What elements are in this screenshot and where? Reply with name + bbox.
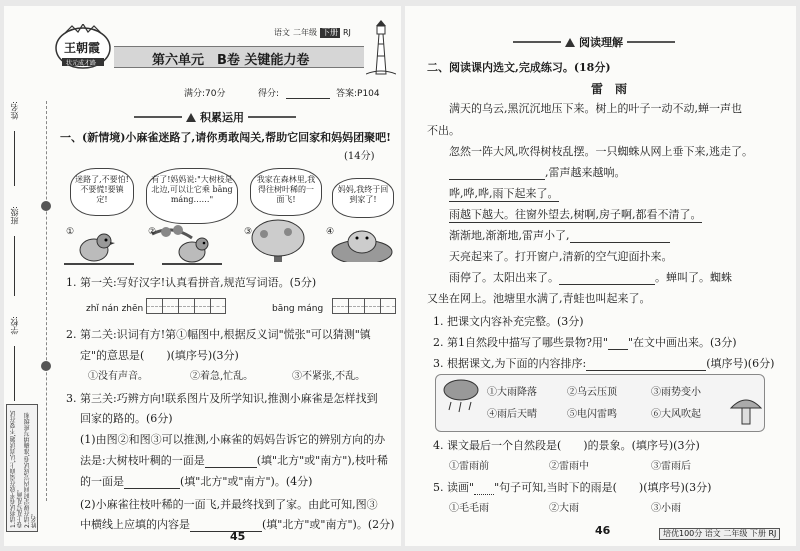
- section-title-accumulate: 积累运用: [200, 111, 244, 124]
- tab-edition: RJ: [343, 28, 351, 37]
- tip-2: 2.请在规定时间内完成试卷,准确填写班级和姓名。: [24, 412, 38, 528]
- tab-volume: 下册: [322, 28, 338, 37]
- class-label: 班级:: [10, 206, 19, 225]
- para-8-text: 雨停了。太阳出来了。: [449, 271, 559, 284]
- bubble-2: 有了!妈妈说:"大树枝是北边,可以让它乘 bāng máng……": [146, 168, 238, 224]
- reading-q4: 4. 课文最后一个自然段是( )的景象。(填序号)(3分): [433, 439, 700, 452]
- sparrow-scene-1: [64, 224, 138, 268]
- name-blank: [14, 131, 15, 186]
- tab-subject: 语文: [274, 28, 290, 37]
- left-page: [4, 6, 401, 546]
- q-l3-line1: 3. 第三关:巧辨方向!联系图片及所学知识,推测小麻雀是怎样找到: [66, 392, 378, 405]
- header-tabs: [274, 28, 351, 38]
- q-l3-line2: 回家的路的。(6分): [80, 412, 173, 425]
- para-3: [449, 166, 626, 180]
- q-l3-2-line1: (2)小麻雀往枝叶稀的一面飞,并最终找到了家。由此可知,图③: [80, 498, 378, 511]
- binding-hole-2: [41, 361, 51, 371]
- q-l2-line1: 2. 第二关:识词有方!第①幅图中,根据反义词"慌张"可以猜测"镇: [66, 328, 371, 341]
- logo-name: 王朝霞: [64, 41, 101, 55]
- q-l3-1-text-d: (填"北方"或"南方")。(4分): [180, 475, 313, 488]
- section-banner-accumulate: [134, 109, 296, 125]
- page-number-left: 45: [230, 530, 246, 543]
- sparrow-scene-2: [152, 224, 226, 268]
- pinyin-2: bāng máng: [272, 304, 324, 314]
- reading-q1: 1. 把课文内容补充完整。(3分): [433, 315, 584, 328]
- q1-title: 一、(新情境)小麻雀迷路了,请你勇敢闯关,帮助它回家和妈妈团聚吧!: [60, 131, 391, 144]
- logo-sub: 状元成才路: [66, 60, 97, 67]
- reading-q5-tail: "句子可知,当时下的雨是( )(填序号)(3分): [494, 481, 712, 494]
- scene-num-3: ③: [244, 227, 253, 237]
- poem-title: 雷 雨: [591, 82, 628, 96]
- scene-num-2: ②: [148, 227, 157, 237]
- reading-q3-text: 3. 根据课文,为下面的内容排序:: [433, 357, 587, 370]
- reading-q-title: 二、阅读课内选文,完成练习。(18分): [427, 61, 611, 74]
- fill-blank-1[interactable]: [449, 168, 545, 180]
- order-item-3: ③雨势变小: [651, 387, 701, 398]
- q-l2-line2: 定"的意思是( )(填序号)(3分): [80, 349, 239, 362]
- reading-q5: [433, 481, 711, 495]
- right-page: [405, 6, 796, 546]
- wavy-sample: [474, 483, 494, 495]
- order-item-2: ②乌云压顶: [567, 387, 617, 398]
- q-l3-1-text-c: 的一面是: [80, 475, 124, 488]
- score-label: 得分:: [258, 89, 280, 99]
- nest-scene-4: [326, 218, 400, 262]
- scene-num-1: ①: [66, 227, 75, 237]
- footer-tag: 培优100分 语文 二年级 下册 RJ: [659, 528, 780, 540]
- para-3-text: ,雷声越来越响。: [545, 166, 626, 179]
- underline-sample: [608, 338, 628, 350]
- reading-q3: [433, 357, 774, 371]
- bubble-1: 迷路了,不要怕!不要慌!要镇定!: [70, 168, 134, 216]
- fill-blank-3[interactable]: [559, 273, 655, 285]
- para-7: 天亮起来了。打开窗户,清新的空气迎面扑来。: [449, 250, 673, 263]
- q5-option-1: ①毛毛雨: [449, 503, 489, 514]
- writing-grid-2[interactable]: [332, 298, 396, 314]
- para-8-tail: 。蝉叫了。蜘蛛: [655, 271, 732, 284]
- order-box: [435, 374, 765, 432]
- q-l3-1-text-b: (填"北方"或"南方"),枝叶稀: [256, 454, 389, 467]
- para-9: 又坐在网上。池塘里水满了,青蛙也叫起来了。: [427, 292, 651, 305]
- answer-blank-2[interactable]: [124, 477, 180, 489]
- q4-option-2: ②雷雨中: [549, 461, 589, 472]
- para-6-text: 渐渐地,渐渐地,雷声小了,: [449, 229, 570, 242]
- rain-cloud-icon: [441, 376, 481, 416]
- page-number-right: 46: [595, 524, 611, 537]
- order-item-5: ⑤电闪雷鸣: [567, 409, 617, 420]
- para-2: 忽然一阵大风,吹得树枝乱摆。一只蜘蛛从网上垂下来,逃走了。: [449, 145, 753, 158]
- para-5: 雨越下越大。往窗外望去,树啊,房子啊,都看不清了。: [449, 208, 702, 221]
- binding-hole-1: [41, 201, 51, 211]
- q-l3-1-line1: (1)由图②和图③可以推测,小麻雀的妈妈告诉它的辨别方向的办: [80, 433, 386, 446]
- page-title: 第六单元 B卷 关键能力卷: [152, 53, 310, 68]
- reading-q5-text: 5. 读画": [433, 481, 475, 494]
- story-panel: [64, 168, 399, 268]
- q-l3-1-text-a: 法是:大树枝叶稠的一面是: [80, 454, 205, 467]
- q-l3-1-line2: [80, 454, 388, 468]
- school-label: 学校:: [10, 316, 19, 335]
- para-4: 哗,哗,哗,雨下起来了。: [449, 187, 559, 200]
- triangle-icon: [565, 38, 575, 47]
- tree-scene-3: [244, 218, 318, 262]
- q-l3-2-text-a: 中横线上应填的内容是: [80, 518, 190, 531]
- reading-q2: [433, 336, 737, 350]
- q-l2-option-3: ③不紧张,不乱。: [292, 371, 366, 382]
- reading-q3-tail: (填序号)(6分): [706, 357, 775, 370]
- section-banner-reading: [513, 34, 675, 50]
- reading-q2-text: 2. 第1自然段中描写了哪些景物?用": [433, 336, 608, 349]
- lighthouse-icon: [366, 20, 396, 76]
- answer-blank-3[interactable]: [190, 520, 262, 532]
- q1-score: (14分): [344, 151, 375, 162]
- q-l3-1-line3: [80, 475, 312, 489]
- order-item-4: ④雨后天晴: [487, 409, 537, 420]
- q5-option-3: ③小雨: [651, 503, 681, 514]
- class-blank: [14, 236, 15, 296]
- scene-num-4: ④: [326, 227, 335, 237]
- para-1b: 不出。: [427, 124, 460, 137]
- name-label: 姓名:: [10, 101, 19, 120]
- q5-option-2: ②大雨: [549, 503, 579, 514]
- score-blank: [286, 88, 330, 99]
- q4-option-1: ①雷雨前: [449, 461, 489, 472]
- brand-logo: [54, 24, 112, 72]
- binding-line: [46, 101, 47, 501]
- q-l3-2-text-b: (填"北方"或"南方")。(2分): [262, 518, 395, 531]
- q4-option-3: ③雷雨后: [651, 461, 691, 472]
- bubble-4: 妈妈,我终于回到家了!: [332, 178, 394, 218]
- para-1: 满天的乌云,黑沉沉地压下来。树上的叶子一动不动,蝉一声也: [449, 102, 742, 115]
- pinyin-1: zhǐ nán zhēn: [86, 304, 144, 314]
- mushroom-icon: [729, 392, 763, 428]
- para-6: [449, 229, 670, 243]
- reading-q2-tail: "在文中画出来。(3分): [627, 336, 737, 349]
- bubble-3: 我家在森林里,我得往树叶稀的一面飞!: [250, 168, 322, 216]
- triangle-icon: [186, 113, 196, 122]
- order-item-1: ①大雨降落: [487, 387, 537, 398]
- fill-blank-2[interactable]: [570, 231, 670, 243]
- order-answer-blank[interactable]: [586, 359, 706, 371]
- school-blank: [14, 346, 15, 401]
- order-item-6: ⑥大风吹起: [651, 409, 701, 420]
- tab-grade: 二年级: [293, 28, 317, 37]
- tip-1: 1.请将试卷平放在桌面上,认真读题,不要在试卷上乱写乱画。: [10, 410, 24, 528]
- q-l2-option-2: ②着急,忙乱。: [190, 371, 254, 382]
- para-8: [449, 271, 732, 285]
- q-l2-option-1: ①没有声音。: [88, 371, 148, 382]
- full-score: 满分:70分: [184, 89, 226, 99]
- q-l1: 1. 第一关:写好汉字!认真看拼音,规范写词语。(5分): [66, 276, 317, 289]
- section-title-reading: 阅读理解: [579, 36, 623, 49]
- answer-page: 答案:P104: [336, 89, 380, 99]
- answer-blank-1[interactable]: [205, 456, 257, 468]
- writing-grid-1[interactable]: [146, 298, 226, 314]
